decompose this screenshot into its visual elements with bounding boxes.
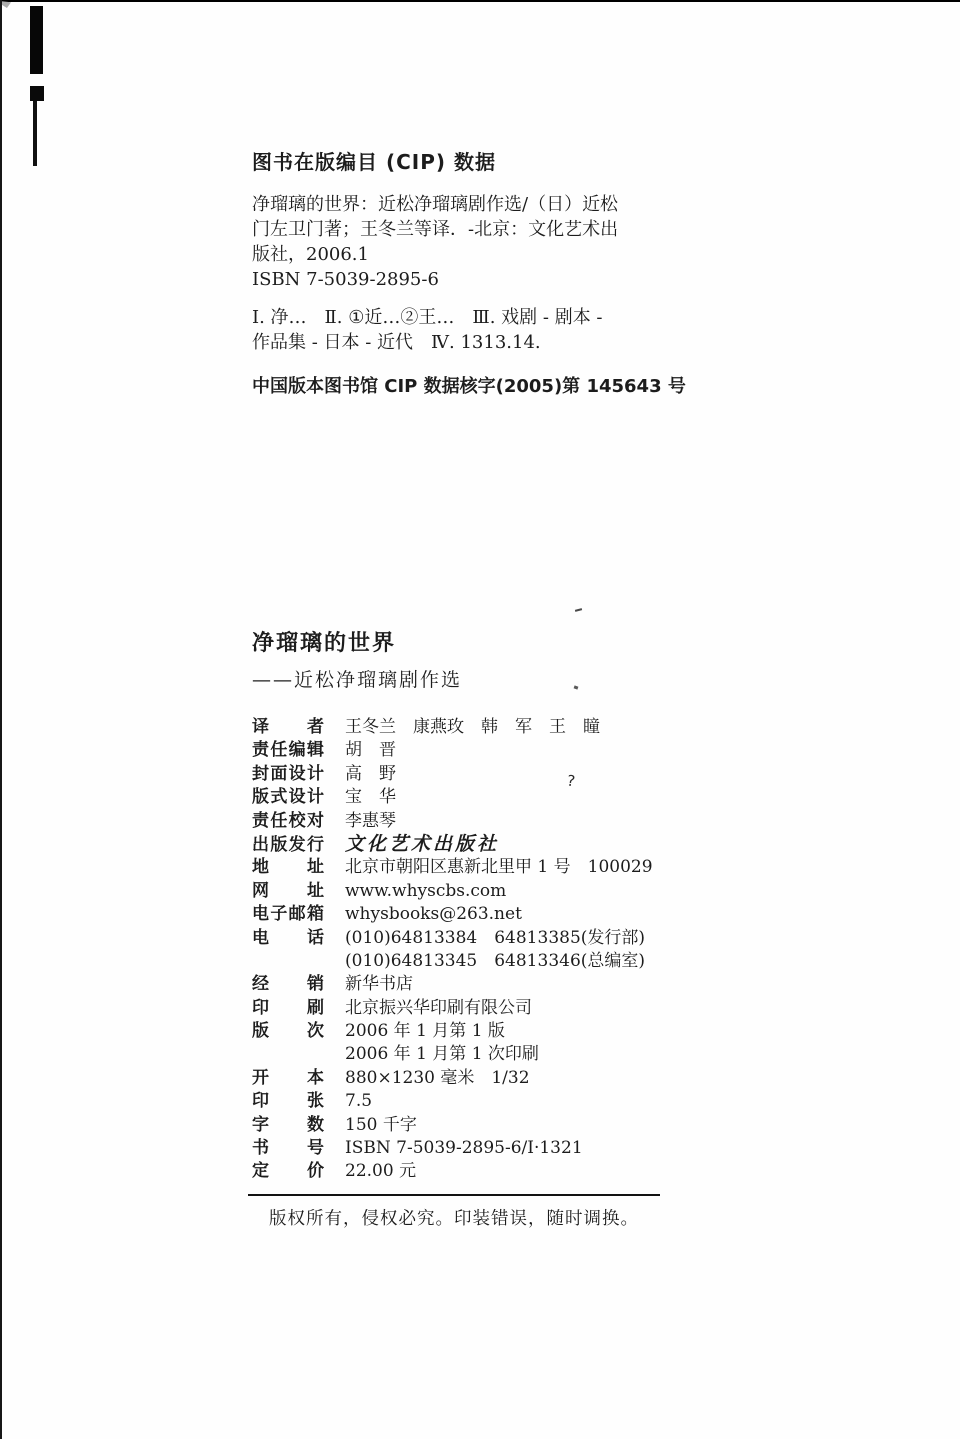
colophon-row-price bbox=[252, 1156, 732, 1182]
colophon-row-phone bbox=[252, 923, 732, 946]
colophon-row-proofreader bbox=[252, 806, 732, 829]
scan-edge-left-artifact bbox=[0, 0, 2, 1439]
colophon-value: 新华书店 bbox=[345, 974, 413, 995]
scan-ink-bar-artifact bbox=[30, 6, 43, 74]
colophon-label: 书号 bbox=[252, 1138, 324, 1159]
colophon-value: 宝 华 bbox=[345, 787, 396, 808]
colophon-row-book-number bbox=[252, 1133, 732, 1159]
scan-ink-line-artifact bbox=[33, 101, 37, 166]
colophon-value: whysbooks@263.net bbox=[345, 904, 522, 925]
scan-edge-top-artifact bbox=[0, 0, 960, 2]
colophon-value: 北京市朝阳区惠新北里甲 1 号 100029 bbox=[345, 857, 653, 878]
colophon-label: 出版发行 bbox=[252, 834, 324, 855]
cip-description-line-2: 门左卫门著；王冬兰等译．-北京：文化艺术出 bbox=[252, 219, 619, 240]
colophon-label: 网址 bbox=[252, 880, 324, 901]
colophon-row-website bbox=[252, 876, 732, 899]
cip-record-number: 中国版本图书馆 CIP 数据核字(2005)第 145643 号 bbox=[252, 376, 686, 397]
colophon-label: 电子邮箱 bbox=[252, 904, 324, 925]
colophon-value: 北京振兴华印刷有限公司 bbox=[345, 997, 532, 1018]
colophon bbox=[252, 712, 732, 1180]
colophon-row-edition-2 bbox=[252, 1039, 732, 1065]
colophon-value: 2006 年 1 月第 1 次印刷 bbox=[345, 1044, 539, 1065]
colophon-value: 22.00 元 bbox=[345, 1161, 417, 1182]
cip-description-line-3: 版社，2006.1 bbox=[252, 244, 369, 265]
colophon-label: 责任校对 bbox=[252, 810, 324, 831]
colophon-label: 封面设计 bbox=[252, 763, 324, 784]
colophon-label: 电话 bbox=[252, 927, 324, 948]
colophon-label: 字数 bbox=[252, 1114, 324, 1135]
copyright-notice: 版权所有，侵权必究。印装错误，随时调换。 bbox=[269, 1209, 639, 1229]
colophon-value: 880×1230 毫米 1/32 bbox=[345, 1067, 530, 1088]
colophon-value: 高 野 bbox=[345, 763, 396, 784]
divider-rule bbox=[248, 1194, 660, 1196]
colophon-value: 150 千字 bbox=[345, 1114, 417, 1135]
colophon-row-cover-design bbox=[252, 759, 732, 782]
colophon-row-email bbox=[252, 899, 732, 925]
colophon-value: (010)64813384 64813385(发行部) bbox=[345, 927, 646, 948]
cip-heading: 图书在版编目 (CIP) 数据 bbox=[252, 150, 496, 174]
colophon-label: 定价 bbox=[252, 1161, 324, 1182]
cip-classification-line-1: Ⅰ. 净… Ⅱ. ①近…②王… Ⅲ. 戏剧 - 剧本 - bbox=[252, 307, 603, 328]
colophon-label: 版次 bbox=[252, 1021, 324, 1042]
colophon-value: 李惠琴 bbox=[345, 810, 396, 831]
colophon-label: 印张 bbox=[252, 1091, 324, 1112]
scan-ink-square-artifact bbox=[30, 86, 44, 101]
book-title-block bbox=[252, 626, 462, 692]
publisher-imprint: 文化艺术出版社 bbox=[345, 832, 500, 855]
colophon-value: (010)64813345 64813346(总编室) bbox=[345, 950, 646, 971]
colophon-row-translators bbox=[252, 712, 732, 735]
colophon-row-editor bbox=[252, 735, 732, 761]
colophon-row-sheets bbox=[252, 1086, 732, 1112]
book-subtitle: ——近松净瑠璃剧作选 bbox=[252, 669, 463, 691]
colophon-value: ISBN 7-5039-2895-6/I·1321 bbox=[345, 1138, 583, 1159]
cip-classification bbox=[252, 305, 690, 355]
colophon-value: 王冬兰 康燕玫 韩 军 王 瞳 bbox=[345, 717, 600, 737]
colophon-label: 译者 bbox=[252, 717, 324, 737]
colophon-label: 印刷 bbox=[252, 997, 324, 1018]
cip-description-line-1: 净瑠璃的世界：近松净瑠璃剧作选/（日）近松 bbox=[252, 194, 619, 215]
colophon-label: 责任编辑 bbox=[252, 740, 324, 761]
colophon-value: 2006 年 1 月第 1 版 bbox=[345, 1021, 505, 1042]
cip-description bbox=[252, 192, 690, 292]
colophon-label: 经销 bbox=[252, 974, 324, 995]
colophon-row-publisher bbox=[252, 829, 732, 855]
scan-squiggle-mark: ? bbox=[565, 771, 577, 791]
colophon-row-layout-design bbox=[252, 782, 732, 808]
colophon-label: 地址 bbox=[252, 857, 324, 878]
colophon-row-phone-2 bbox=[252, 946, 732, 969]
book-title: 净瑠璃的世界 bbox=[252, 631, 397, 656]
colophon-row-address bbox=[252, 852, 732, 878]
scan-speck-dot bbox=[574, 685, 579, 689]
colophon-value: www.whyscbs.com bbox=[345, 880, 507, 901]
scan-corner-smudge bbox=[2, 1, 11, 8]
colophon-row-word-count bbox=[252, 1110, 732, 1133]
cip-isbn-line: ISBN 7-5039-2895-6 bbox=[252, 269, 439, 290]
cip-classification-line-2: 作品集 - 日本 - 近代 Ⅳ. 1313.14. bbox=[252, 332, 541, 353]
colophon-label: 版式设计 bbox=[252, 787, 324, 808]
colophon-row-printer bbox=[252, 993, 732, 1016]
colophon-value: 胡 晋 bbox=[345, 740, 396, 761]
colophon-label: 开本 bbox=[252, 1067, 324, 1088]
scan-speck-dash bbox=[575, 608, 582, 612]
cip-data-block bbox=[252, 146, 690, 398]
colophon-value: 7.5 bbox=[345, 1091, 373, 1112]
colophon-row-distributor bbox=[252, 969, 732, 995]
colophon-row-edition bbox=[252, 1016, 732, 1042]
colophon-row-format bbox=[252, 1063, 732, 1086]
